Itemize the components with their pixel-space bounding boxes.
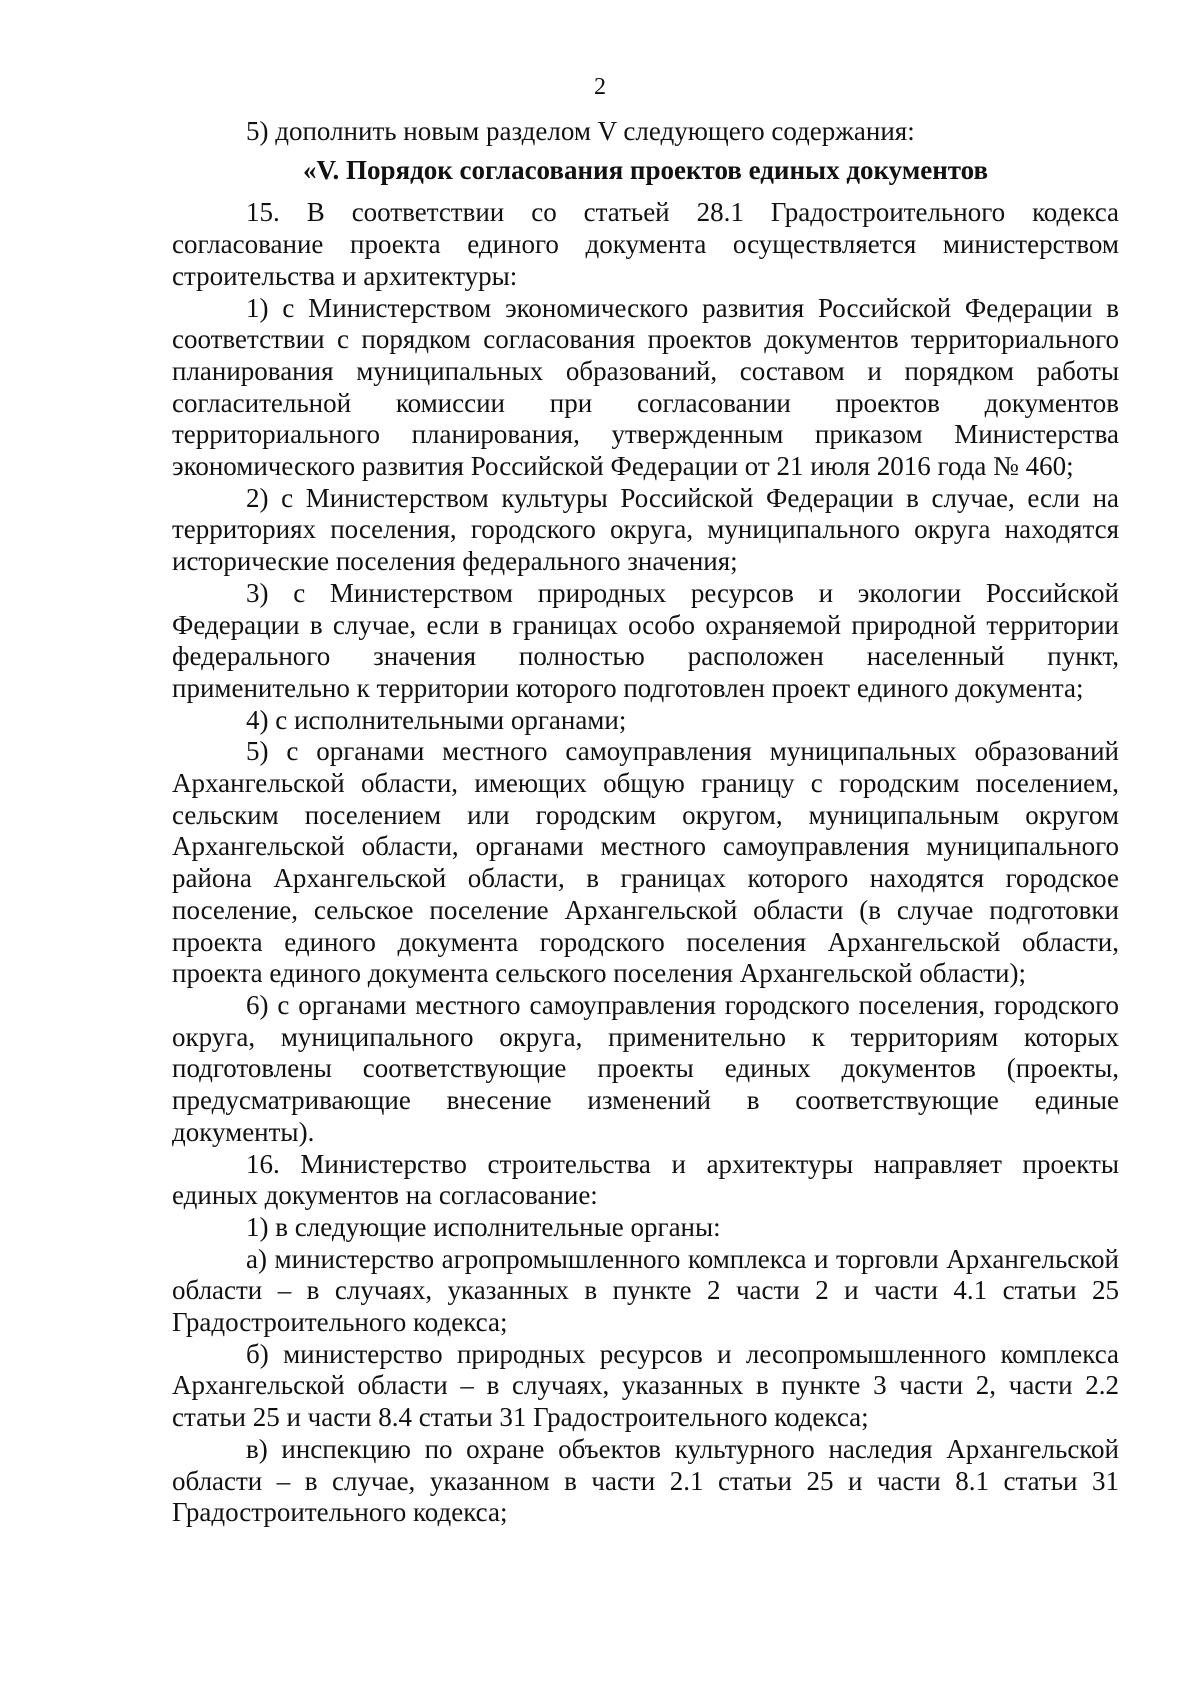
paragraph-subitem-4: 4) с исполнительными органами;: [246, 704, 627, 735]
paragraph-subitem-6: 6) с органами местного самоуправления городского поселения, городского округа, муниципального округа, применительно к территориям которых подготовлены соответствующие проекты единых документов (проекты, предусматривающие внесение изменений в соответствующие единые документы).: [172, 989, 1119, 1147]
paragraph-subitem-3: 3) с Министерством природных ресурсов и экологии Российской Федерации в случае, если в границах особо охраняемой природной территории федерального значения полностью расположен населенный пункт, применительно к территории которого подготовлен проект единого документа;: [172, 577, 1119, 703]
paragraph-subitem-b: б) министерство природных ресурсов и лесопромышленного комплекса Архангельской области – в случаях, указанных в пункте 3 части 2, части 2.2 статьи 25 и части 8.4 статьи 31 Градостроительного кодекса;: [172, 1338, 1119, 1433]
paragraph-subitem-a: а) министерство агропромышленного комплекса и торговли Архангельской области – в случаях, указанных в пункте 2 части 2 и части 4.1 статьи 25 Градостроительного кодекса;: [172, 1243, 1119, 1338]
paragraph-subitem-5: 5) с органами местного самоуправления муниципальных образований Архангельской области, имеющих общую границу с городским поселением, сельским поселением или городским округом, муниципальным округом Архангельской области, органами местного самоуправления муниципального района Архангельской области, в границах которого находятся городское поселение, сельское поселение Архангельской области (в случае подготовки проекта единого документа городского поселения Архангельской области, проекта единого документа сельского поселения Архангельской области);: [172, 736, 1119, 989]
paragraph-subitem-2: 2) с Министерством культуры Российской Федерации в случае, если на территориях поселения, городского округа, муниципального округа находятся исторические поселения федерального значения;: [172, 482, 1119, 577]
section-heading: «V. Порядок согласования проектов единых документов: [302, 154, 989, 185]
paragraph-subitem-16-1: 1) в следующие исполнительные органы:: [246, 1211, 721, 1242]
paragraph-item-16: 16. Министерство строительства и архитектуры направляет проекты единых документов на согласование:: [172, 1148, 1119, 1211]
paragraph-subitem-v: в) инспекцию по охране объектов культурного наследия Архангельской области – в случае, указанном в части 2.1 статьи 25 и части 8.1 статьи 31 Градостроительного кодекса;: [172, 1433, 1119, 1528]
paragraph-subitem-1: 1) с Министерством экономического развития Российской Федерации в соответствии с порядком согласования проектов документов территориального планирования муниципальных образований, составом и порядком работы согласительной комиссии при согласовании проектов документов территориального планирования, утвержденным приказом Министерства экономического развития Российской Федерации от 21 июля 2016 года № 460;: [172, 292, 1119, 482]
page-number: 2: [594, 74, 606, 100]
intro-paragraph: 5) дополнить новым разделом V следующего содержания:: [246, 116, 915, 146]
document-body: [172, 116, 1119, 1529]
paragraph-item-15: 15. В соответствии со статьей 28.1 Градостроительного кодекса согласование проекта единого документа осуществляется министерством строительства и архитектуры:: [172, 197, 1119, 291]
